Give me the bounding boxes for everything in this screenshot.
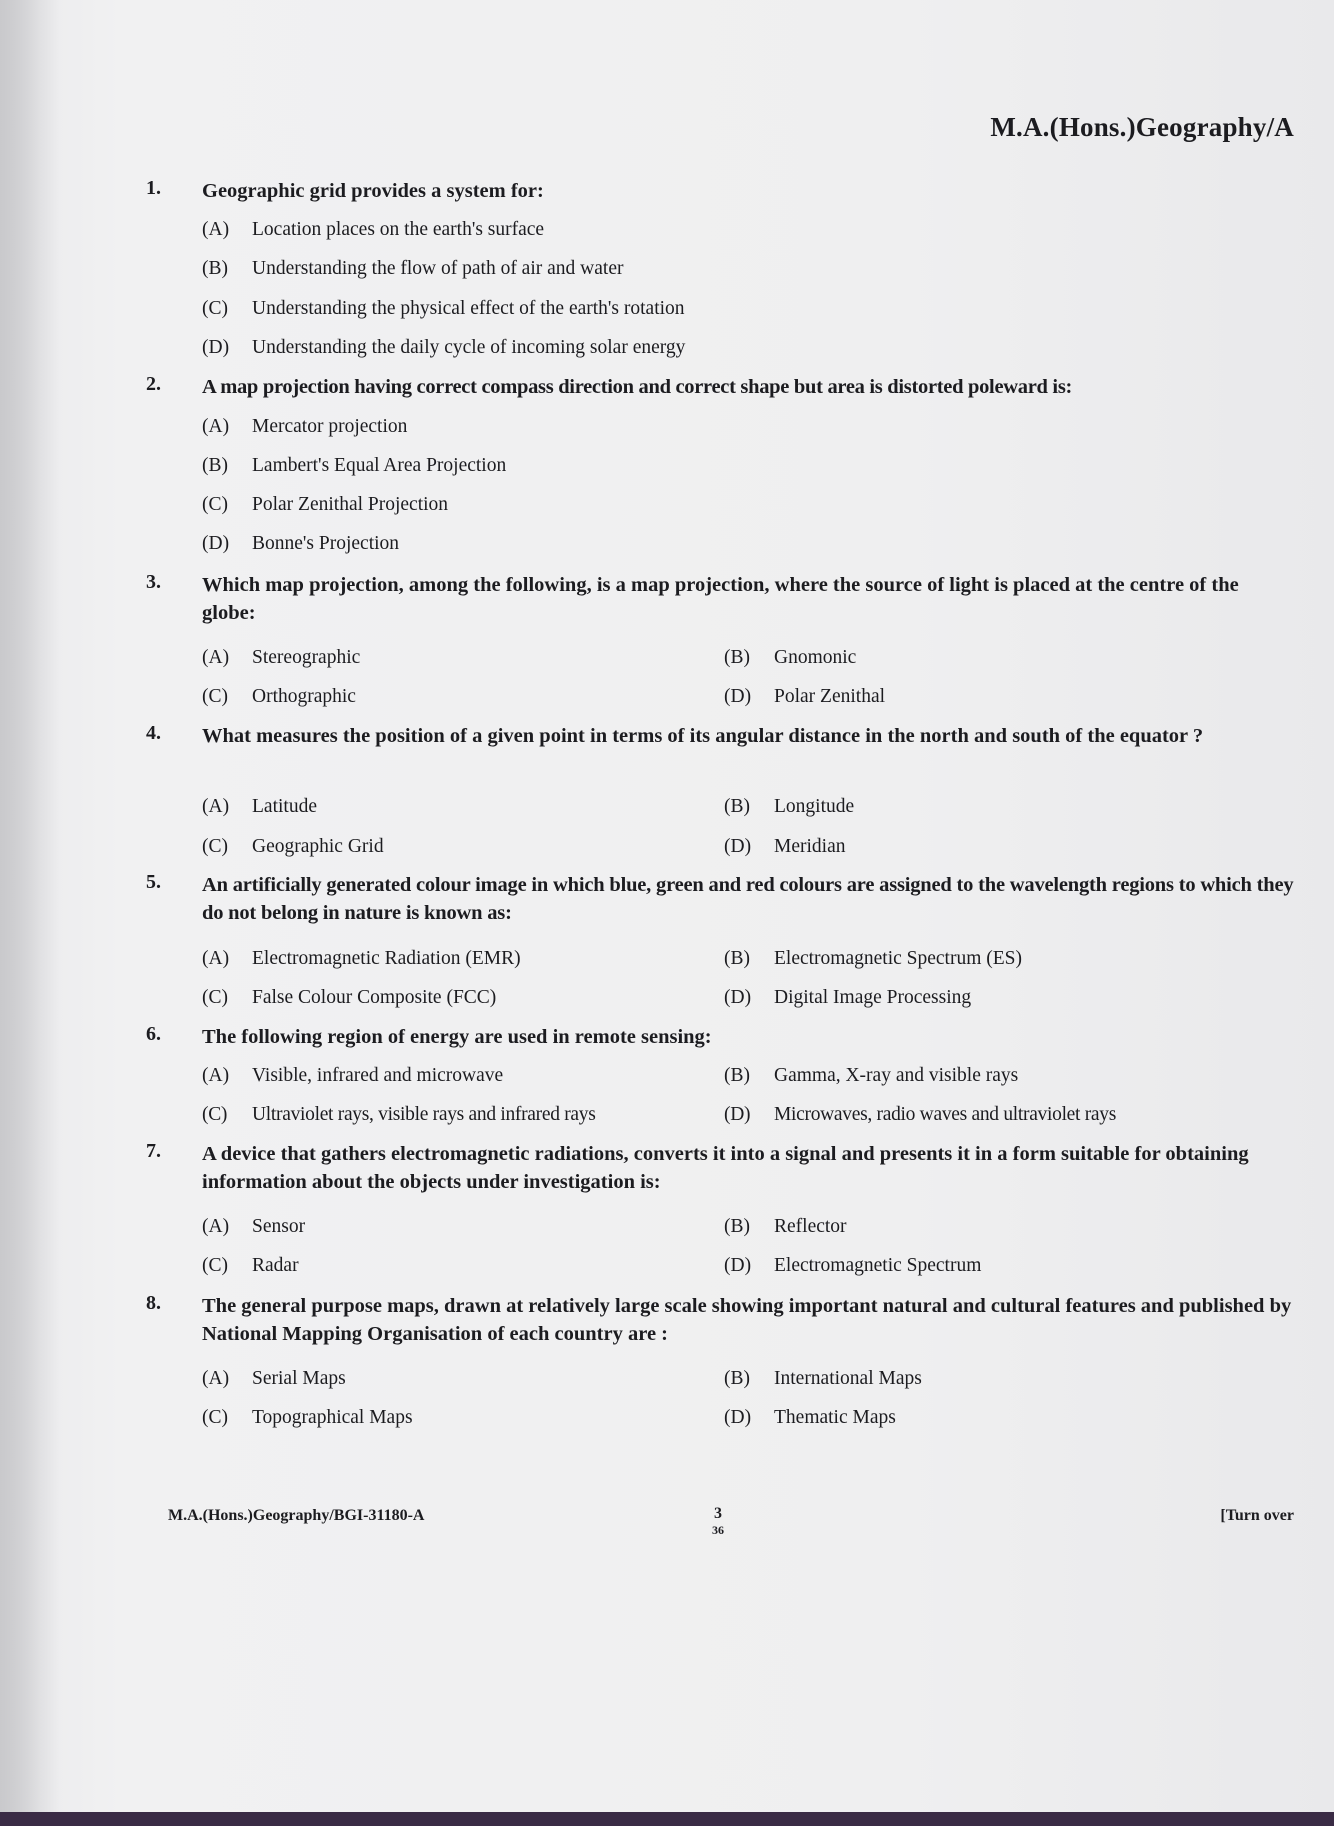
option-2c: [202, 492, 448, 518]
option-label: (D): [202, 337, 230, 358]
question-number: 4.: [146, 722, 161, 744]
option-label: (D): [724, 1255, 752, 1276]
option-3b: [724, 645, 856, 671]
footer-paper-code: M.A.(Hons.)Geography/BGI-31180-A: [168, 1507, 425, 1524]
option-3c: [202, 684, 356, 710]
option-label: (C): [202, 987, 228, 1008]
question-text: An artificially generated colour image in which blue, green and red colours are assigned to the wavelength regions to which they do not belong in nature is known as:: [202, 874, 1294, 924]
option-text: Topographical Maps: [252, 1407, 413, 1428]
turn-over-note: [Turn over: [1220, 1507, 1294, 1524]
option-text: Understanding the flow of path of air and water: [252, 258, 624, 279]
option-label: (C): [202, 1104, 228, 1125]
option-text: Electromagnetic Spectrum: [774, 1255, 982, 1276]
option-label: (B): [724, 948, 750, 969]
option-text: Reflector: [774, 1216, 847, 1237]
question-number: 3.: [146, 571, 161, 593]
option-text: Thematic Maps: [774, 1407, 896, 1428]
option-2a: [202, 414, 407, 440]
option-label: (A): [202, 1065, 230, 1086]
page-number-value: 3: [714, 1505, 722, 1522]
question-text: Geographic grid provides a system for:: [202, 180, 544, 202]
option-1c: [202, 296, 685, 322]
option-label: (A): [202, 219, 230, 240]
option-text: Gamma, X-ray and visible rays: [774, 1065, 1019, 1086]
option-7a: [202, 1214, 305, 1240]
option-label: (B): [724, 796, 750, 817]
option-5d: [724, 985, 971, 1011]
option-5c: [202, 985, 496, 1011]
option-text: Mercator projection: [252, 416, 408, 437]
option-4b: [724, 794, 854, 820]
question-number: 6.: [146, 1023, 161, 1045]
option-label: (D): [724, 1407, 752, 1428]
option-label: (D): [724, 987, 752, 1008]
option-text: Visible, infrared and microwave: [252, 1065, 504, 1086]
option-text: Meridian: [774, 836, 846, 857]
option-5a: [202, 946, 521, 972]
option-6b: [724, 1063, 1018, 1089]
option-text: Electromagnetic Radiation (EMR): [252, 948, 521, 969]
option-label: (C): [202, 298, 228, 319]
option-label: (B): [202, 455, 228, 476]
option-text: Longitude: [774, 796, 855, 817]
option-7d: [724, 1253, 981, 1279]
option-text: Digital Image Processing: [774, 987, 972, 1008]
option-4c: [202, 834, 384, 860]
option-text: Ultraviolet rays, visible rays and infrared rays: [252, 1104, 596, 1125]
option-text: Electromagnetic Spectrum (ES): [774, 948, 1022, 969]
option-label: (A): [202, 1368, 230, 1389]
option-text: International Maps: [774, 1368, 922, 1389]
option-label: (D): [724, 686, 752, 707]
question-number: 5.: [146, 871, 161, 893]
option-text: Geographic Grid: [252, 836, 384, 857]
option-text: Gnomonic: [774, 647, 857, 668]
option-3a: [202, 645, 360, 671]
question-text: A map projection having correct compass direction and correct shape but area is distorted poleward is:: [202, 376, 1073, 398]
option-label: (A): [202, 948, 230, 969]
option-text: Microwaves, radio waves and ultraviolet rays: [774, 1104, 1117, 1125]
option-8d: [724, 1405, 896, 1431]
option-text: Latitude: [252, 796, 317, 817]
option-5b: [724, 946, 1022, 972]
page-mark: 36: [712, 1523, 724, 1537]
option-4a: [202, 794, 317, 820]
option-3d: [724, 684, 885, 710]
option-label: (C): [202, 836, 228, 857]
question-number: 8.: [146, 1292, 161, 1314]
question-number: 7.: [146, 1140, 161, 1162]
option-label: (A): [202, 796, 230, 817]
question-text: The general purpose maps, drawn at relatively large scale showing important natural and cultural features and published by National Mapping Organisation of each country are :: [202, 1295, 1292, 1345]
option-8b: [724, 1366, 922, 1392]
option-text: Location places on the earth's surface: [252, 219, 545, 240]
option-text: Serial Maps: [252, 1368, 346, 1389]
option-label: (C): [202, 1255, 228, 1276]
option-text: Polar Zenithal Projection: [252, 494, 449, 515]
option-text: Radar: [252, 1255, 299, 1276]
question-text: Which map projection, among the following, is a map projection, where the source of light is placed at the centre of the globe:: [202, 574, 1239, 624]
option-7c: [202, 1253, 299, 1279]
option-text: Stereographic: [252, 647, 361, 668]
option-1d: [202, 335, 685, 361]
option-text: False Colour Composite (FCC): [252, 987, 497, 1008]
option-6d: [724, 1102, 1116, 1128]
option-label: (B): [724, 1216, 750, 1237]
option-label: (A): [202, 1216, 230, 1237]
question-text: What measures the position of a given point in terms of its angular distance in the north and south of the equator ?: [202, 725, 1204, 747]
option-label: (B): [724, 1368, 750, 1389]
option-2b: [202, 453, 506, 479]
option-text: Polar Zenithal: [774, 686, 886, 707]
option-label: (C): [202, 1407, 228, 1428]
question-number: 1.: [146, 177, 161, 199]
option-label: (B): [202, 258, 228, 279]
option-label: (B): [724, 647, 750, 668]
option-label: (B): [724, 1065, 750, 1086]
scan-bottom-edge: [0, 1812, 1334, 1826]
option-label: (A): [202, 647, 230, 668]
option-7b: [724, 1214, 847, 1240]
option-text: Lambert's Equal Area Projection: [252, 455, 507, 476]
option-label: (C): [202, 494, 228, 515]
option-text: Bonne's Projection: [252, 533, 400, 554]
page-number: [712, 1506, 724, 1538]
option-text: Orthographic: [252, 686, 356, 707]
option-1b: [202, 256, 623, 282]
option-label: (D): [724, 1104, 751, 1125]
option-1a: [202, 217, 544, 243]
question-number: 2.: [146, 373, 161, 395]
option-text: Understanding the physical effect of the earth's rotation: [252, 298, 685, 319]
question-text: A device that gathers electromagnetic radiations, converts it into a signal and presents it in a form suitable for obtaining information about the objects under investigation is:: [202, 1143, 1249, 1193]
option-2d: [202, 531, 399, 557]
question-text: The following region of energy are used in remote sensing:: [202, 1026, 712, 1048]
option-8a: [202, 1366, 346, 1392]
option-label: (A): [202, 416, 230, 437]
option-4d: [724, 834, 845, 860]
option-label: (D): [724, 836, 752, 857]
option-6a: [202, 1063, 503, 1089]
option-label: (D): [202, 533, 230, 554]
paper-code-header: M.A.(Hons.)Geography/A: [990, 112, 1294, 142]
option-label: (C): [202, 686, 228, 707]
option-6c: [202, 1102, 596, 1128]
page-edge-shadow: [0, 0, 60, 1812]
option-8c: [202, 1405, 413, 1431]
option-text: Sensor: [252, 1216, 306, 1237]
option-text: Understanding the daily cycle of incoming solar energy: [252, 337, 686, 358]
